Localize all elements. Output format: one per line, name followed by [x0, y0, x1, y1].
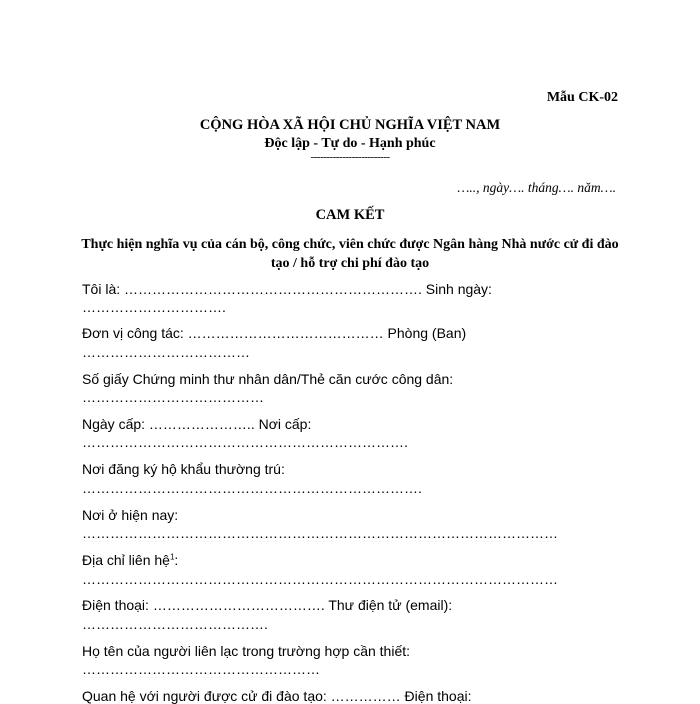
form-code: Mẫu CK-02 — [546, 90, 618, 105]
date-line: ….., ngày…. tháng…. năm…. — [457, 180, 616, 195]
contact-address-text: Địa chỉ liên hệ — [82, 552, 170, 568]
id-card-label: Số giấy Chứng minh thư nhân dân/Thẻ căn cước công dân: — [82, 371, 454, 387]
footnote-marker: 1 — [169, 552, 175, 562]
current-address-label: Nơi ở hiện nay: — [82, 507, 179, 523]
motto-underline: ------------------------- — [310, 151, 390, 163]
department-dots: ……………………………… — [82, 344, 250, 360]
phone-email-field: Điện thoại: ………………………………. Thư điện tử (email): — [82, 597, 453, 613]
current-address-dots: ………………………………………………………………………………………… — [82, 525, 558, 541]
document-title: CAM KẾT — [315, 207, 385, 223]
contact-address-label — [82, 552, 178, 568]
workplace-field: Đơn vị công tác: …………………………………… Phòng (Ban) — [82, 325, 467, 341]
dob-dots: …………………………. — [82, 299, 226, 315]
relationship-phone-field: Quan hệ với người được cử đi đào tạo: …………… Điện thoại: — [82, 688, 472, 704]
name-dob-field: Tôi là: ………………………………………………………. Sinh ngày: — [82, 281, 492, 297]
document-subtitle: Thực hiện nghĩa vụ của cán bộ, công chức, viên chức được Ngân hàng Nhà nước cử đi đào tạo / hỗ trợ chi phí đào tạo — [81, 237, 619, 271]
emergency-contact-dots: …………………………………………… — [82, 661, 320, 677]
national-motto: Độc lập - Tự do - Hạnh phúc — [264, 136, 436, 151]
registered-address-label: Nơi đăng ký hộ khẩu thường trú: — [82, 461, 285, 477]
contact-address-colon: : — [174, 552, 179, 568]
issue-place-dots: ……………………………………………………………. — [82, 434, 408, 450]
email-dots: …………………………………. — [82, 616, 268, 632]
issue-date-place-field: Ngày cấp: ………………….. Nơi cấp: — [82, 416, 312, 432]
country-name: CỘNG HÒA XÃ HỘI CHỦ NGHĨA VIỆT NAM — [199, 117, 501, 133]
emergency-contact-label: Họ tên của người liên lạc trong trường hợp cần thiết: — [82, 643, 411, 659]
registered-address-dots: ………………………………………………………………. — [82, 480, 422, 496]
id-card-dots: ………………………………… — [82, 389, 264, 405]
contact-address-dots: ………………………………………………………………………………………… — [82, 571, 558, 587]
